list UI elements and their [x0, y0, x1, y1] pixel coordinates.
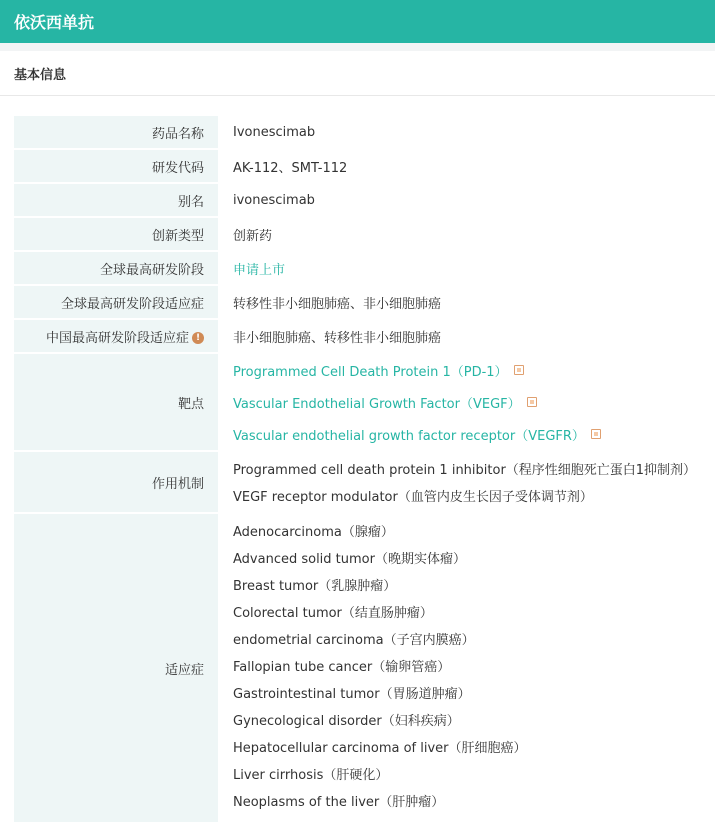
target-item[interactable]: [233, 354, 715, 386]
table-row: [14, 319, 715, 353]
target-link[interactable]: Programmed Cell Death Protein 1（PD-1）: [233, 364, 508, 380]
table-row: [14, 116, 715, 149]
mechanism-list: [218, 451, 715, 513]
table-row: [14, 183, 715, 217]
info-table: [14, 116, 715, 824]
row-label: 全球最高研发阶段: [14, 251, 218, 285]
row-label: 药品名称: [14, 116, 218, 149]
external-link-icon[interactable]: [591, 429, 601, 439]
row-label-cell: [14, 319, 218, 353]
target-item[interactable]: [233, 386, 715, 418]
table-row: [14, 251, 715, 285]
indication-item: Gastrointestinal tumor（胃肠道肿瘤）: [233, 687, 471, 702]
row-label: 别名: [14, 183, 218, 217]
indication-item: endometrial carcinoma（子宫内膜癌）: [233, 633, 475, 648]
target-link[interactable]: Vascular endothelial growth factor receptor（VEGFR）: [233, 428, 585, 444]
header-gap: [0, 43, 715, 51]
row-value: 创新药: [218, 217, 715, 251]
target-item[interactable]: [233, 418, 715, 450]
section-title: 基本信息: [14, 67, 67, 83]
mechanism-item: VEGF receptor modulator（血管内皮生长因子受体调节剂）: [233, 490, 593, 505]
row-label: 研发代码: [14, 149, 218, 183]
row-value: Ivonescimab: [218, 116, 715, 149]
info-icon[interactable]: !: [192, 332, 204, 344]
mechanism-item: Programmed cell death protein 1 inhibitor（程序性细胞死亡蛋白1抑制剂）: [233, 463, 697, 478]
row-label: 全球最高研发阶段适应症: [14, 285, 218, 319]
target-link[interactable]: Vascular Endothelial Growth Factor（VEGF）: [233, 396, 521, 412]
indications-list: [218, 513, 715, 823]
row-label: 作用机制: [14, 451, 218, 513]
row-value: AK-112、SMT-112: [218, 149, 715, 183]
indication-item: Neoplasms of the liver（肝肿瘤）: [233, 795, 445, 810]
row-label: 适应症: [14, 513, 218, 823]
external-link-icon[interactable]: [527, 397, 537, 407]
indication-item: Advanced solid tumor（晚期实体瘤）: [233, 552, 466, 567]
table-row: [14, 513, 715, 823]
indication-item: Adenocarcinoma（腺瘤）: [233, 525, 394, 540]
indication-item: Hepatocellular carcinoma of liver（肝细胞癌）: [233, 741, 527, 756]
indication-item: Gynecological disorder（妇科疾病）: [233, 714, 460, 729]
row-value: ivonescimab: [218, 183, 715, 217]
section-header: [0, 51, 715, 96]
table-row: [14, 353, 715, 451]
row-value: 转移性非小细胞肺癌、非小细胞肺癌: [218, 285, 715, 319]
page-header: [0, 0, 715, 43]
table-row: [14, 451, 715, 513]
targets-list: [218, 353, 715, 451]
table-row: [14, 285, 715, 319]
indication-item: Breast tumor（乳腺肿瘤）: [233, 579, 397, 594]
external-link-icon[interactable]: [514, 365, 524, 375]
row-label: 靶点: [14, 353, 218, 451]
page-title: 依沃西单抗: [14, 13, 95, 32]
basic-info-card: [0, 51, 715, 824]
indication-item: Fallopian tube cancer（输卵管癌）: [233, 660, 451, 675]
global-stage-link[interactable]: 申请上市: [233, 262, 286, 278]
indication-item: Liver cirrhosis（肝硬化）: [233, 768, 389, 783]
table-row: [14, 217, 715, 251]
indication-item: Colorectal tumor（结直肠肿瘤）: [233, 606, 433, 621]
table-row: [14, 149, 715, 183]
row-label: 创新类型: [14, 217, 218, 251]
row-value-cell: [218, 251, 715, 285]
row-value: 非小细胞肺癌、转移性非小细胞肺癌: [218, 319, 715, 353]
row-label: 中国最高研发阶段适应症: [45, 330, 189, 346]
